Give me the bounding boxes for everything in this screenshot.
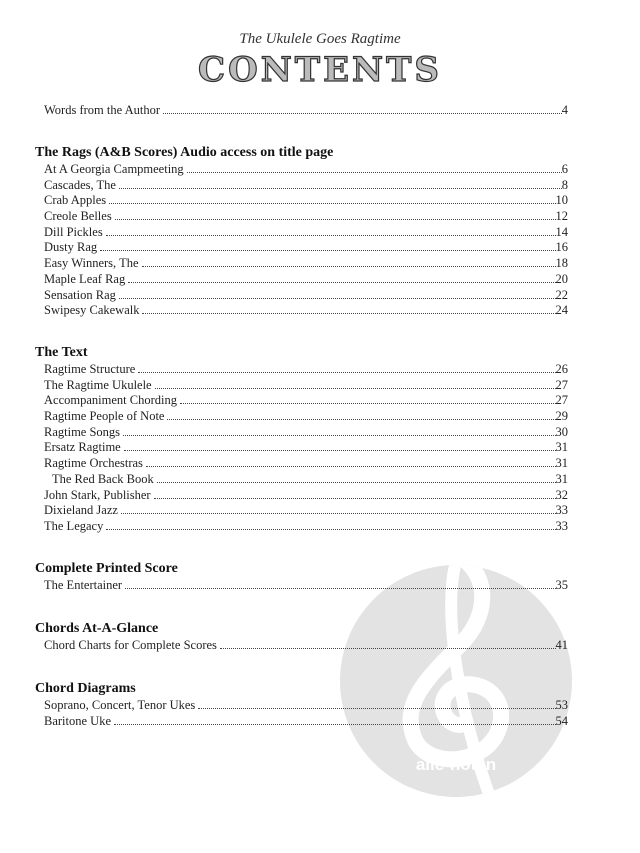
toc-section-rags bbox=[35, 143, 568, 319]
entry-label: John Stark, Publisher bbox=[44, 487, 151, 502]
entry-page: 53 bbox=[555, 698, 568, 712]
book-subtitle: The Ukulele Goes Ragtime bbox=[239, 31, 401, 47]
toc-entry[interactable] bbox=[35, 256, 568, 272]
entry-label: Sensation Rag bbox=[44, 287, 116, 302]
toc-entry[interactable] bbox=[35, 209, 568, 225]
dot-leader bbox=[167, 419, 555, 420]
entry-label: At A Georgia Campmeeting bbox=[44, 162, 184, 176]
toc-entry[interactable] bbox=[35, 178, 568, 194]
dot-leader bbox=[114, 724, 556, 725]
entry-label: Baritone Uke bbox=[44, 713, 111, 728]
entry-label: The Entertainer bbox=[44, 578, 123, 592]
entry-page: 24 bbox=[555, 303, 568, 318]
toc-entry[interactable] bbox=[35, 503, 568, 519]
toc-entry[interactable] bbox=[35, 440, 568, 456]
entry-page: 16 bbox=[555, 240, 568, 255]
toc-entry[interactable] bbox=[35, 378, 568, 394]
toc-entry[interactable] bbox=[35, 303, 568, 319]
toc-entry[interactable] bbox=[35, 240, 568, 256]
entry-page: 27 bbox=[555, 377, 568, 392]
toc-entry[interactable] bbox=[35, 409, 568, 425]
entry-label: The Red Back Book bbox=[52, 471, 154, 486]
toc-entry[interactable] bbox=[35, 393, 568, 409]
entry-page: 30 bbox=[555, 424, 568, 439]
toc-entry[interactable] bbox=[35, 488, 568, 504]
entry-label: Crab Apples bbox=[44, 193, 107, 208]
entry-label: Dusty Rag bbox=[44, 240, 98, 255]
dot-leader bbox=[220, 648, 556, 649]
toc-entry[interactable] bbox=[35, 714, 568, 730]
toc-entry[interactable] bbox=[35, 193, 568, 209]
entry-page: 27 bbox=[555, 393, 568, 408]
dot-leader bbox=[109, 203, 555, 204]
contents-title: CONTENTS bbox=[198, 50, 442, 90]
entry-label: Dixieland Jazz bbox=[44, 503, 118, 518]
section-heading: The Rags (A&B Scores) Audio access on title page bbox=[35, 145, 334, 160]
dot-leader bbox=[119, 298, 556, 299]
section-heading: The Text bbox=[35, 345, 88, 360]
entry-page: 4 bbox=[561, 103, 568, 117]
entry-label: Dill Pickles bbox=[44, 224, 103, 239]
entry-page: 10 bbox=[555, 193, 568, 208]
entry-page: 26 bbox=[555, 362, 568, 376]
dot-leader bbox=[142, 266, 556, 267]
entry-label: Cascades, The bbox=[44, 177, 116, 192]
toc-entry[interactable] bbox=[35, 425, 568, 441]
entry-page: 54 bbox=[555, 713, 568, 728]
entry-page: 32 bbox=[555, 487, 568, 502]
dot-leader bbox=[123, 435, 555, 436]
dot-leader bbox=[119, 188, 562, 189]
dot-leader bbox=[121, 513, 556, 514]
entry-label: Chord Charts for Complete Scores bbox=[44, 638, 217, 652]
entry-label: Easy Winners, The bbox=[44, 256, 139, 271]
toc-entry[interactable] bbox=[35, 162, 568, 178]
dot-leader bbox=[142, 313, 555, 314]
entry-label: Ragtime Structure bbox=[44, 362, 136, 376]
dot-leader bbox=[146, 466, 556, 467]
entry-label: Creole Belles bbox=[44, 209, 112, 224]
watermark-text: alle-noten bbox=[415, 755, 497, 774]
dot-leader bbox=[124, 450, 556, 451]
toc-entry[interactable] bbox=[35, 225, 568, 241]
entry-page: 6 bbox=[561, 162, 568, 176]
dot-leader bbox=[115, 219, 556, 220]
entry-label: Ragtime Orchestras bbox=[44, 456, 143, 471]
dot-leader bbox=[163, 113, 562, 114]
entry-label: Swipesy Cakewalk bbox=[44, 303, 140, 318]
toc-entry[interactable] bbox=[35, 578, 568, 594]
entry-label: Ersatz Ragtime bbox=[44, 440, 121, 455]
entry-label: The Legacy bbox=[44, 518, 104, 533]
toc-section-chord-diagrams bbox=[35, 679, 568, 729]
entry-label: Words from the Author bbox=[44, 103, 160, 117]
toc-intro bbox=[35, 103, 568, 119]
section-heading: Chord Diagrams bbox=[35, 681, 136, 696]
entry-label: Ragtime Songs bbox=[44, 424, 121, 439]
dot-leader bbox=[138, 372, 555, 373]
toc-entry[interactable] bbox=[35, 103, 568, 119]
section-heading: Complete Printed Score bbox=[35, 561, 178, 576]
entry-label: Maple Leaf Rag bbox=[44, 271, 126, 286]
entry-page: 31 bbox=[555, 456, 568, 471]
toc-entry[interactable] bbox=[35, 272, 568, 288]
dot-leader bbox=[106, 529, 555, 530]
toc-entry[interactable] bbox=[35, 638, 568, 654]
entry-page: 8 bbox=[561, 177, 568, 192]
toc-section-chords-at-a-glance bbox=[35, 619, 568, 654]
entry-page: 14 bbox=[555, 224, 568, 239]
toc-entry[interactable] bbox=[35, 698, 568, 714]
toc-entry[interactable] bbox=[35, 519, 568, 535]
dot-leader bbox=[100, 250, 555, 251]
entry-label: Accompaniment Chording bbox=[44, 393, 177, 408]
entry-label: The Ragtime Ukulele bbox=[44, 377, 152, 392]
entry-page: 33 bbox=[555, 518, 568, 533]
toc-entry[interactable] bbox=[35, 456, 568, 472]
dot-leader bbox=[106, 235, 556, 236]
toc-entry[interactable] bbox=[35, 472, 568, 488]
dot-leader bbox=[154, 498, 556, 499]
dot-leader bbox=[128, 282, 555, 283]
dot-leader bbox=[125, 588, 555, 589]
toc-section-complete-score bbox=[35, 559, 568, 594]
entry-page: 18 bbox=[555, 256, 568, 271]
entry-label: Soprano, Concert, Tenor Ukes bbox=[44, 698, 196, 712]
toc-entry[interactable] bbox=[35, 288, 568, 304]
entry-page: 41 bbox=[555, 638, 568, 652]
entry-page: 20 bbox=[555, 271, 568, 286]
entry-page: 22 bbox=[555, 287, 568, 302]
dot-leader bbox=[157, 482, 556, 483]
entry-page: 31 bbox=[555, 440, 568, 455]
dot-leader bbox=[198, 708, 555, 709]
section-heading: Chords At-A-Glance bbox=[35, 621, 159, 636]
entry-page: 33 bbox=[555, 503, 568, 518]
toc-section-text bbox=[35, 343, 568, 535]
dot-leader bbox=[155, 388, 556, 389]
entry-label: Ragtime People of Note bbox=[44, 409, 165, 424]
toc-entry[interactable] bbox=[35, 362, 568, 378]
dot-leader bbox=[187, 172, 562, 173]
entry-page: 35 bbox=[555, 578, 568, 592]
dot-leader bbox=[180, 403, 556, 404]
entry-page: 31 bbox=[555, 471, 568, 486]
entry-page: 29 bbox=[555, 409, 568, 424]
entry-page: 12 bbox=[555, 209, 568, 224]
